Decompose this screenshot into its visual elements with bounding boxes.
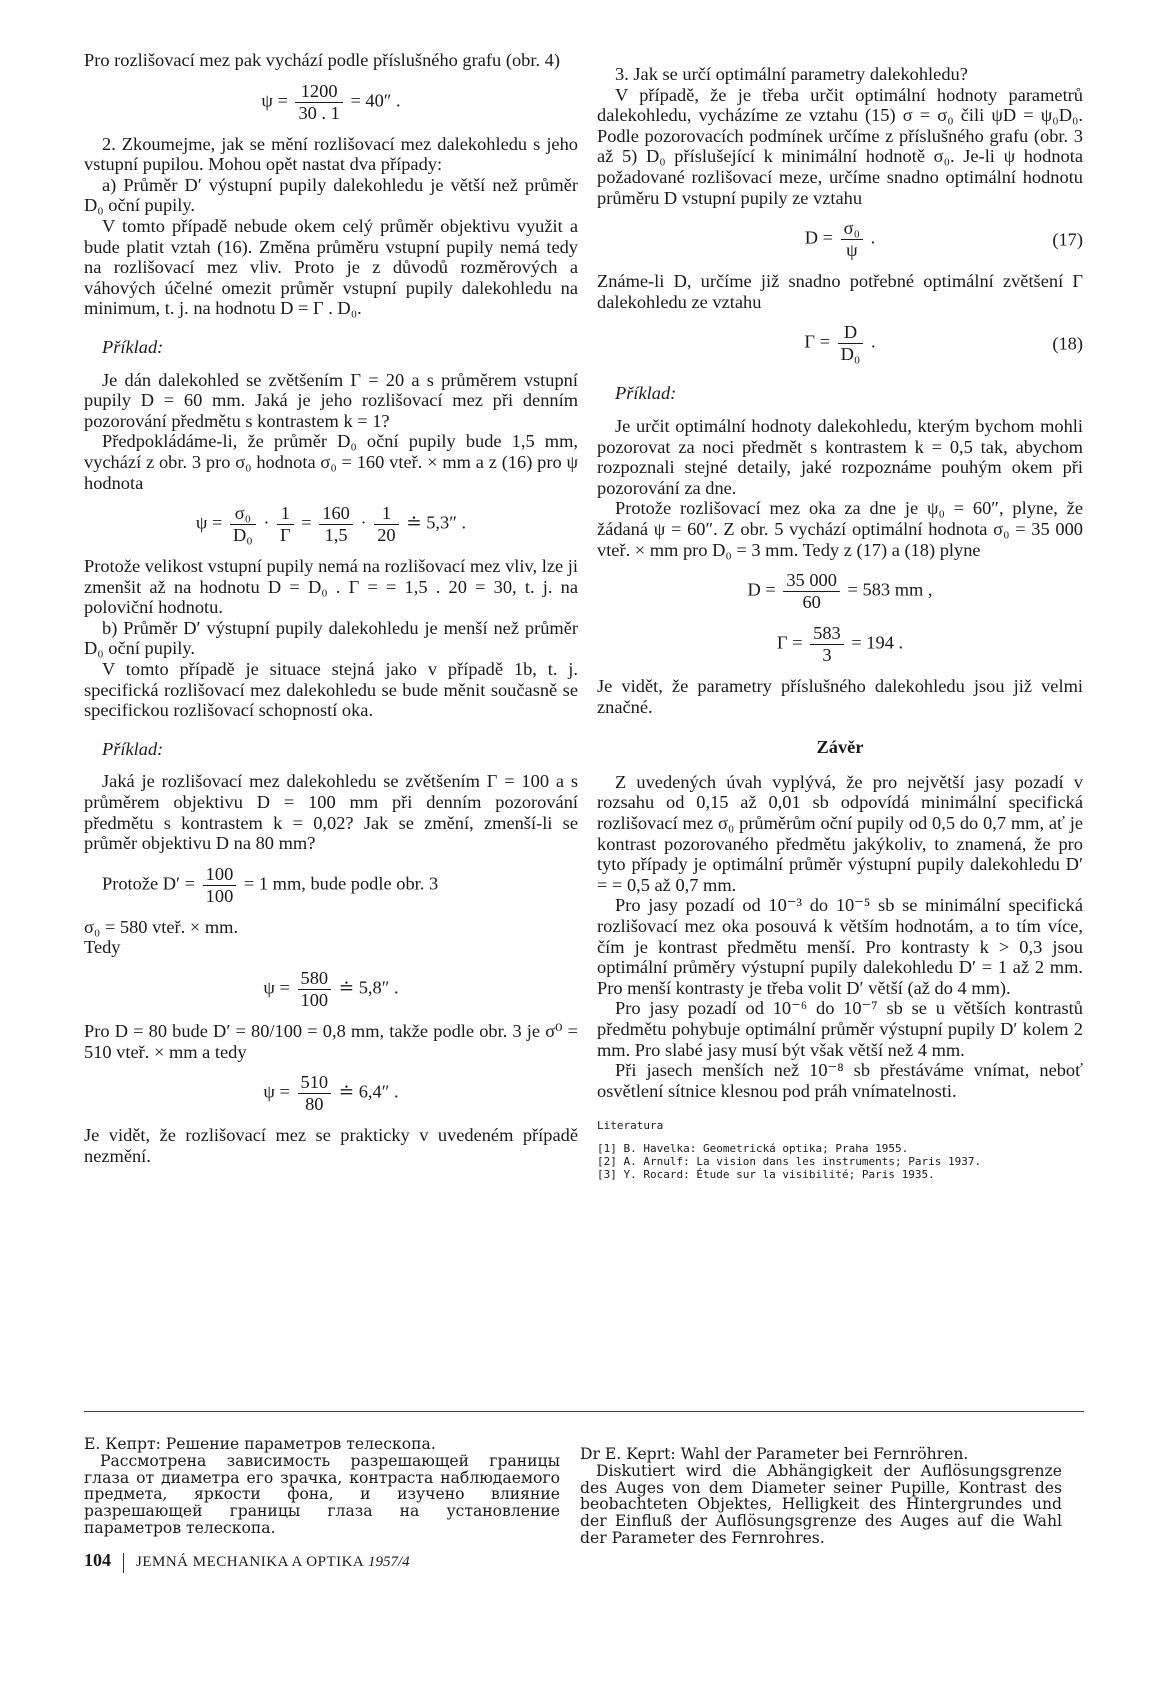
equation-number: (17) — [1052, 229, 1083, 250]
equation-rhs: = 194 . — [851, 632, 904, 653]
denominator: ψ — [846, 240, 858, 261]
paragraph: Při jasech menších než 10⁻⁸ sb přestáváme vnímat, neboť osvětlení sítnice klesnou pod práh vnímatelnosti. — [597, 1060, 1083, 1101]
fraction — [841, 218, 863, 261]
numerator: 100 — [203, 864, 237, 886]
numerator: 510 — [298, 1072, 332, 1094]
equation — [84, 864, 578, 907]
equation — [597, 570, 1083, 613]
equation-rhs: ≐ 6,4″ . — [338, 1081, 399, 1102]
denominator: D₀ — [840, 344, 861, 365]
fraction — [298, 968, 332, 1011]
equation-rhs: = 1 mm, bude podle obr. 3 — [243, 873, 439, 894]
abstract-body: Diskutiert wird die Abhängigkeit der Auflösungsgrenze des Auges von dem Diameter seiner Pupille, Kontrast des beobachteten Objektes, Helligkeit des Hintergrundes und der Einfluß der Auflösungsgrenze des Auges auf die Wahl der Parameter des Fernrohres. — [580, 1461, 1062, 1547]
horizontal-divider — [84, 1411, 1084, 1412]
paragraph: σ₀ = 580 vteř. × mm. — [84, 916, 239, 937]
example-label: Příklad: — [615, 383, 677, 404]
paragraph: Pro jasy pozadí od 10⁻⁶ do 10⁻⁷ sb se u větších kontrastů předmětu pohybuje optimální průměr výstupní pupily D′ kolem 2 mm. Pro slabé jasy musí být však větší než 4 mm. — [597, 998, 1083, 1060]
operator: = — [301, 512, 312, 533]
abstract-german — [580, 1446, 1062, 1547]
paragraph: a) Průměr D′ výstupní pupily dalekohledu je větší než průměr D₀ oční pupily. — [84, 174, 578, 216]
reference-item: [3] Y. Rocard: Étude sur la visibilité; Paris 1935. — [597, 1168, 935, 1182]
fraction — [230, 503, 256, 546]
operator: · — [360, 512, 367, 533]
references — [597, 1119, 1083, 1181]
fraction — [319, 503, 353, 546]
abstract-body: Рассмотрена зависимость разрешающей границы глаза от диаметра его зрачка, контраста наблюдаемого предмета, яркости фона, и изучено влияние разрешающей границы глаза на установление параметров телескопа. — [84, 1451, 560, 1537]
example-label: Příklad: — [102, 738, 164, 759]
abstract-title: Dr E. Keprt: Wahl der Parameter bei Fernröhren. — [580, 1445, 969, 1463]
reference-item: [2] A. Arnulf: La vision dans les instruments; Paris 1937. — [597, 1155, 982, 1169]
paragraph: Jaká je rozlišovací mez dalekohledu se zvětšením Γ = 100 a s průměrem objektivu D = 100 mm při denním pozorování předmětu s kontrastem k = 0,02? Jak se změní, zmenší-li se průměr objektivu D na 80 mm? — [84, 771, 578, 854]
equation-lhs: Γ = — [804, 332, 831, 353]
equation-lhs: ψ = — [263, 1081, 290, 1102]
fraction — [203, 864, 237, 907]
denominator: 100 — [205, 885, 234, 906]
paragraph: b) Průměr D′ výstupní pupily dalekohledu je menší než průměr D₀ oční pupily. — [84, 617, 578, 659]
fraction — [810, 623, 844, 666]
paragraph: V tomto případě nebude okem celý průměr objektivu využit a bude platit vztah (16). Změna průměru vstupní pupily nemá tedy na rozlišovací mez vliv. Proto je z důvodů rozměrových a váhových účelné omezit průměr vstupní pupily dalekohledu na minimum, t. j. na hodnotu D = Γ . D₀. — [84, 215, 578, 319]
equation-rhs: ≐ 5,8″ . — [338, 977, 399, 998]
paragraph: Z uvedených úvah vyplývá, že pro největší jasy pozadí v rozsahu od 0,15 až 0,01 sb odpovídá minimální specifická rozlišovací mez σ₀ průměrům oční pupily od 0,5 do 0,7 mm, ať je kontrast pozorovaného předmětu jakýkoliv, to znamená, že pro tyto případy je optimální průměr výstupní pupily dalekohledu D′ = = 0,5 až 0,7 mm. — [597, 771, 1083, 895]
fraction — [295, 81, 342, 124]
fraction — [838, 322, 864, 365]
equation-lhs: ψ = — [263, 977, 290, 998]
paragraph: Je vidět, že parametry příslušného dalekohledu jsou již velmi značné. — [597, 676, 1083, 717]
equation-lhs: D = — [804, 227, 834, 248]
section-heading: 3. Jak se určí optimální parametry dalekohledu? — [615, 64, 968, 84]
left-column — [84, 50, 578, 1166]
equation — [84, 81, 578, 124]
numerator: 160 — [319, 503, 353, 525]
paragraph: V tomto případě je situace stejná jako v případě 1b, t. j. specifická rozlišovací mez dalekohledu se bude měnit současně se specifickou rozlišovací schopností oka. — [84, 659, 578, 721]
paragraph: Předpokládáme-li, že průměr D₀ oční pupily bude 1,5 mm, vychází z obr. 3 pro σ₀ hodnota σ₀ = 160 vteř. × mm a z (16) pro ψ hodnota — [84, 431, 578, 493]
denominator: 3 — [822, 645, 832, 666]
equation — [597, 218, 1083, 261]
paragraph: Pro jasy pozadí od 10⁻³ do 10⁻⁵ sb se minimální specifická rozlišovací mez oka posouvá k větším hodnotám, a to tím více, čím je kontrast předmětu menší. Pro kontrasty k > 0,3 jsou optimální průměry výstupní pupily dalekohledu D′ = 1 až 2 mm. Pro menší kontrasty je třeba volit D′ větší (až do 4 mm). — [597, 895, 1083, 998]
paragraph: Tedy — [84, 937, 121, 958]
paragraph: Je vidět, že rozlišovací mez se prakticky v uvedeném případě nezmění. — [84, 1125, 578, 1166]
numerator: 580 — [298, 968, 332, 990]
equation — [84, 1072, 578, 1115]
operator: · — [263, 512, 270, 533]
journal-issue: 1957/4 — [368, 1554, 410, 1570]
abstract-russian — [84, 1436, 560, 1537]
fraction — [374, 503, 398, 546]
fraction — [277, 503, 294, 546]
numerator: σ₀ — [230, 503, 256, 525]
numerator: 1 — [374, 503, 398, 525]
references-title: Literatura — [597, 1119, 664, 1133]
numerator: 1200 — [295, 81, 342, 103]
equation — [597, 623, 1083, 666]
equation-rhs: = 40″ . — [350, 90, 401, 111]
paragraph: Pro rozlišovací mez pak vychází podle příslušného grafu (obr. 4) — [84, 50, 560, 70]
paragraph: V případě, že je třeba určit optimální hodnoty parametrů dalekohledu, vycházíme ze vztahu (15) σ = σ₀ čili ψD = ψ₀D₀. Podle pozorovacích podmínek určíme z příslušného grafu (obr. 3 až 5) D₀ příslušející k minimální hodnotě σ₀. Je-li ψ hodnota požadované rozlišovací meze, určíme snadno optimální hodnotu průměru D vstupní pupily ze vztahu — [597, 84, 1083, 208]
equation-rhs: ≐ 5,3″ . — [406, 512, 467, 533]
equation-rhs: . — [870, 227, 876, 248]
equation — [84, 503, 578, 546]
numerator: D — [838, 322, 864, 344]
equation-rhs: = 583 mm , — [847, 579, 933, 600]
equation-lhs: Protože D′ = — [102, 873, 196, 894]
numerator: 35 000 — [783, 570, 840, 592]
example-label: Příklad: — [102, 336, 164, 357]
denominator: 100 — [300, 990, 329, 1010]
paragraph: Pro D = 80 bude D′ = 80/100 = 0,8 mm, takže podle obr. 3 je σ⁰ = 510 vteř. × mm a tedy — [84, 1021, 578, 1062]
fraction — [298, 1072, 332, 1115]
equation-lhs: ψ = — [195, 512, 223, 533]
journal-title: JEMNÁ MECHANIKA A OPTIKA — [136, 1554, 365, 1570]
paragraph: Protože rozlišovací mez oka za dne je ψ₀ = 60″, plyne, že žádaná ψ = 60″. Z obr. 5 vychází optimální hodnota σ₀ = 35 000 vteř. × mm pro D₀ = 3 mm. Tedy z (17) a (18) plyne — [597, 498, 1083, 560]
page-footer — [84, 1550, 410, 1573]
paragraph: Známe-li D, určíme již snadno potřebné optimální zvětšení Γ dalekohledu ze vztahu — [597, 271, 1083, 312]
denominator: Γ — [280, 525, 291, 546]
fraction — [783, 570, 840, 613]
equation-lhs: ψ = — [261, 90, 288, 111]
equation-lhs: Γ = — [776, 632, 803, 653]
abstract-title: E. Кепрт: Решение параметров телескопа. — [84, 1435, 436, 1453]
denominator: 80 — [305, 1094, 324, 1115]
paragraph: Je dán dalekohled se zvětšením Γ = 20 a s průměrem vstupní pupily D = 60 mm. Jaká je jeho rozlišovací mez při denním pozorování předmětu s kontrastem k = 1? — [84, 369, 578, 431]
equation-lhs: D = — [747, 579, 776, 600]
paragraph: Je určit optimální hodnoty dalekohledu, kterým bychom mohli pozorovat za noci předmět s kontrastem k = 0,5 tak, abychom rozpoznali stejné detaily, jaké rozpoznáme pouhým okem při pozorování za dne. — [597, 415, 1083, 498]
numerator: 583 — [810, 623, 844, 645]
section-heading: Závěr — [816, 737, 864, 758]
denominator: D₀ — [233, 525, 253, 546]
equation-rhs: . — [870, 332, 876, 353]
equation-number: (18) — [1052, 333, 1083, 354]
denominator: 20 — [377, 525, 396, 546]
equation — [84, 968, 578, 1011]
numerator: 1 — [277, 503, 294, 525]
denominator: 60 — [802, 592, 821, 613]
right-column — [597, 64, 1083, 1181]
paragraph: Protože velikost vstupní pupily nemá na rozlišovací mez vliv, lze ji zmenšit až na hodnotu D = D₀ . Γ = = 1,5 . 20 = 30, t. j. na poloviční hodnotu. — [84, 556, 578, 618]
footer-separator — [123, 1553, 124, 1573]
paragraph: 2. Zkoumejme, jak se mění rozlišovací mez dalekohledu s jeho vstupní pupilou. Mohou opět nastat dva případy: — [84, 133, 578, 175]
denominator: 1,5 — [324, 525, 348, 546]
equation — [597, 322, 1083, 365]
reference-item: [1] B. Havelka: Geometrická optika; Praha 1955. — [597, 1142, 909, 1156]
numerator: σ₀ — [841, 218, 863, 240]
page-number: 104 — [84, 1550, 111, 1570]
denominator: 30 . 1 — [298, 102, 340, 123]
